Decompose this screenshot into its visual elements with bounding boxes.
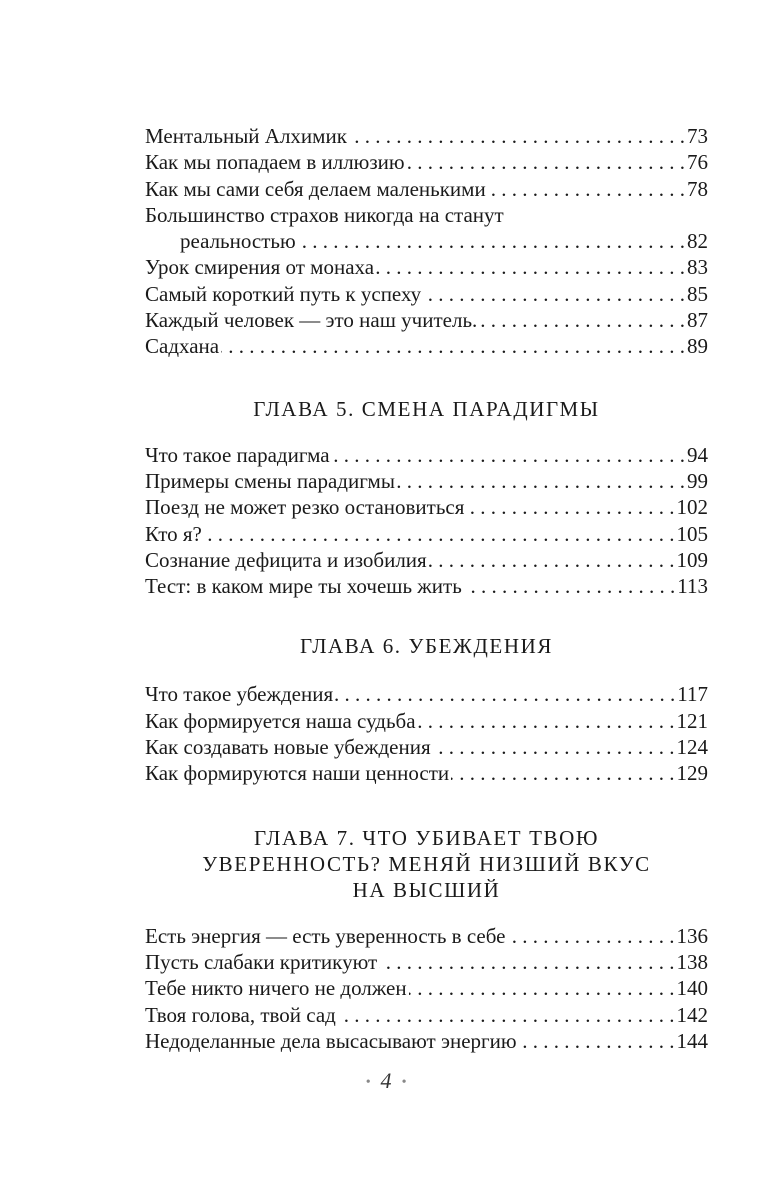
page-ref: 109 <box>676 547 708 572</box>
page-ref: 129 <box>676 761 708 786</box>
toc-entry: Тест: в каком мире ты хочешь жить . . . 113 <box>145 573 708 599</box>
toc-entry: Примеры смены парадигмы . . . 99 <box>145 468 708 494</box>
page-ref: 136 <box>676 923 708 948</box>
page-ref: 140 <box>676 976 708 1001</box>
page-number: 4 <box>380 1068 392 1093</box>
bullet-ornament: • <box>365 1074 371 1090</box>
dot-leader <box>479 307 685 333</box>
toc-entry-line1: Большинство страхов никогда на станут <box>145 202 504 227</box>
chapter-heading-line: ГЛАВА 7. ЧТО УБИВАЕТ ТВОЮ <box>253 825 600 850</box>
dot-leader <box>332 442 685 468</box>
bullet-ornament: • <box>401 1074 407 1090</box>
page-ref: 99 <box>687 468 708 493</box>
toc-entry: Самый короткий путь к успеху . . . 85 <box>145 281 708 307</box>
toc-entry: Урок смирения от монаха . . . 83 <box>145 254 708 280</box>
dot-leader <box>407 149 685 175</box>
dot-leader <box>433 734 675 760</box>
dot-leader <box>298 228 685 254</box>
toc-entry: Кто я? . . . 105 <box>145 521 708 547</box>
toc-entry: Что такое парадигма . . . 94 <box>145 442 708 468</box>
dot-leader <box>349 123 685 149</box>
page-ref: 85 <box>687 281 708 306</box>
page-ref: 142 <box>676 1002 708 1027</box>
page-ref: 113 <box>677 574 708 599</box>
toc-entry-line2: реальностью . . . 82 <box>145 228 708 254</box>
toc-entry: Твоя голова, твой сад . . . 142 <box>145 1002 708 1028</box>
chapter-heading: ГЛАВА 5. СМЕНА ПАРАДИГМЫ <box>253 396 600 421</box>
page-ref: 121 <box>676 708 708 733</box>
toc-section-continued <box>145 123 708 360</box>
page-ref: 124 <box>676 735 708 760</box>
dot-leader <box>397 468 685 494</box>
toc-entry: Недоделанные дела высасывают энергию . . . 144 <box>145 1028 708 1054</box>
dot-leader <box>451 760 674 786</box>
dot-leader <box>519 1028 675 1054</box>
dot-leader <box>418 708 675 734</box>
toc-section-chapter-7 <box>145 923 708 1054</box>
toc-entry: Что такое убеждения . . . 117 <box>145 681 708 707</box>
toc-entry: Тебе никто ничего не должен . . . 140 <box>145 975 708 1001</box>
page-ref: 144 <box>676 1028 708 1053</box>
dot-leader <box>507 923 674 949</box>
toc-entry: Как мы попадаем в иллюзию . . . 76 <box>145 149 708 175</box>
toc-section-chapter-6 <box>145 681 708 786</box>
toc-entry: Как формируется наша судьба . . . 121 <box>145 708 708 734</box>
page-ref: 89 <box>687 334 708 359</box>
dot-leader <box>204 521 675 547</box>
table-of-contents <box>145 123 708 1054</box>
toc-entry: Ментальный Алхимик . . . 73 <box>145 123 708 149</box>
page-ref: 105 <box>676 521 708 546</box>
page-ref: 78 <box>687 176 708 201</box>
page-ref: 73 <box>687 124 708 148</box>
chapter-heading: ГЛАВА 6. УБЕЖДЕНИЯ <box>300 634 553 659</box>
dot-leader <box>464 573 675 599</box>
toc-entry: Поезд не может резко остановиться . . . 102 <box>145 494 708 520</box>
page-ref: 94 <box>687 442 708 467</box>
dot-leader <box>466 494 674 520</box>
page-ref: 102 <box>676 495 708 520</box>
toc-entry: Пусть слабаки критикуют . . . 138 <box>145 949 708 975</box>
toc-entry: Как мы сами себя делаем маленькими . . . 78 <box>145 176 708 202</box>
toc-entry: Есть энергия — есть уверенность в себе . . . 136 <box>145 923 708 949</box>
chapter-heading-line: НА ВЫСШИЙ <box>352 877 501 902</box>
toc-entry: Садхана . . . 89 <box>145 333 708 359</box>
dot-leader <box>379 949 674 975</box>
dot-leader <box>488 176 685 202</box>
toc-entry: Как формируются наши ценности . . . 129 <box>145 760 708 786</box>
page-ref: 138 <box>676 949 708 974</box>
page-ref: 82 <box>687 229 708 254</box>
toc-section-chapter-5 <box>145 442 708 600</box>
page-ref: 76 <box>687 150 708 175</box>
page-ref: 83 <box>687 255 708 280</box>
dot-leader <box>335 681 675 707</box>
dot-leader <box>409 975 675 1001</box>
page-number-footer <box>0 1068 772 1094</box>
dot-leader <box>376 254 685 280</box>
page-ref: 87 <box>687 308 708 333</box>
dot-leader <box>423 281 685 307</box>
chapter-heading <box>145 825 708 903</box>
dot-leader <box>338 1002 675 1028</box>
toc-entry: Как создавать новые убеждения . . . 124 <box>145 734 708 760</box>
dot-leader <box>221 333 685 359</box>
dot-leader <box>429 547 675 573</box>
page-ref: 117 <box>677 682 708 707</box>
chapter-heading-line: УВЕРЕННОСТЬ? МЕНЯЙ НИЗШИЙ ВКУС <box>202 851 651 876</box>
toc-entry: Каждый человек — это наш учитель. . . . 87 <box>145 307 708 333</box>
toc-entry: Сознание дефицита и изобилия . . . 109 <box>145 547 708 573</box>
